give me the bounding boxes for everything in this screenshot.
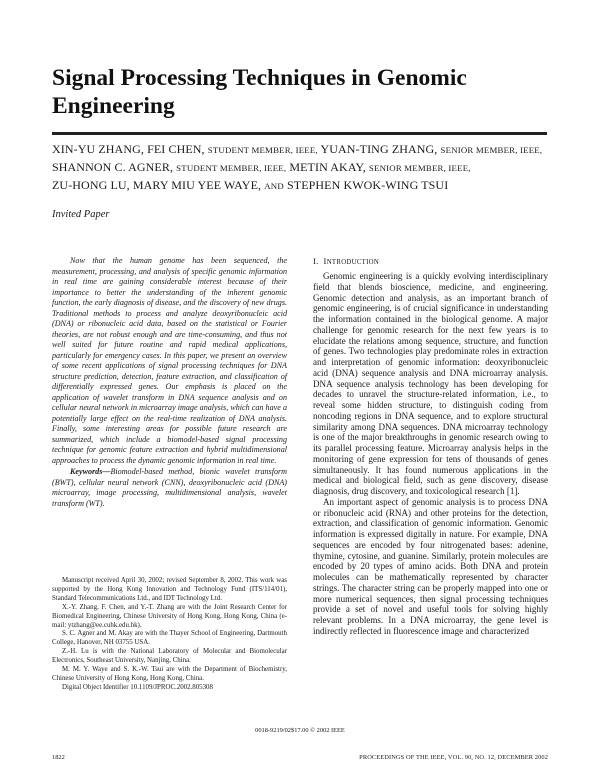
copyright: 0018-9219/02$17.00 © 2002 IEEE bbox=[255, 727, 345, 734]
footnote: Z.-H. Lu is with the National Laboratory of Molecular and Biomolecular Electronics, Southeast University, Nanjing, China. bbox=[52, 648, 287, 665]
paper-type: Invited Paper bbox=[52, 209, 110, 220]
section-initial: I bbox=[323, 256, 327, 266]
author-name: SHANNON C. AGNER, bbox=[52, 160, 174, 174]
keywords-label: Keywords— bbox=[70, 467, 111, 476]
paper-title: Signal Processing Techniques in Genomic Engineering bbox=[52, 65, 467, 119]
author-name: STEPHEN KWOK-WING TSUI bbox=[287, 178, 449, 192]
keywords bbox=[52, 467, 287, 509]
page-number: 1822 bbox=[52, 754, 65, 761]
footnote: S. C. Agner and M. Akay are with the Thayer School of Engineering, Dartmouth College, Hanover, NH 03755 USA. bbox=[52, 630, 287, 647]
body-paragraph: An important aspect of genomic analysis is to process DNA or ribonucleic acid (RNA) and other proteins for the detection, extraction, and classification of genomic information. Genomic information is expressed digitally in nature. For example, DNA sequences are encoded by four nitrogenated bases: adenine, thymine, cytosine, and guanine. Similarly, protein molecules are encoded by 20 types of amino acids. Both DNA and protein molecules can be mathematically represented by character strings. The character string can be properly mapped into one or more numerical sequences, then signal processing techniques provide a set of novel and useful tools for solving highly relevant problems. In a DNA microarray, the gene level is indirectly reflected in fluorescence image and characterized bbox=[313, 496, 548, 636]
abstract bbox=[52, 256, 287, 466]
author-list bbox=[52, 141, 552, 195]
title-rule bbox=[52, 132, 547, 135]
author-affiliation: STUDENT MEMBER, IEEE, bbox=[207, 145, 318, 155]
keywords-text: Biomodel-based method, bionic wavelet transform (BWT), cellular neural network (CNN), deoxyribonucleic acid (DNA) microarray, image processing, multidimensional analysis, wavelet transform (WT). bbox=[52, 467, 287, 508]
body-paragraph: Genomic engineering is a quickly evolving interdisciplinary field that blends bioscience, medicine, and engineering. Genomic detection and analysis, as an important branch of genomic engineering, is of crucial significance in understanding the information contained in the biological genome. A major challenge for genomic research for the next few years is to elucidate the relations among sequence, structure, and function of genes. Two technologies play predominate roles in extraction and interpretation of genomic information: deoxyribonucleic acid (DNA) sequence analysis and DNA microarray analysis. DNA sequence analysis technology has been developing for decades to unravel the structure-related information, i.e., to reveal some hidden structure, to distinguish coding from noncoding regions in DNA sequence, and to explore structural similarity among DNA sequences. DNA microarray technology is one of the major breakthroughs in genomic research owing to its parallel processing feature. Microarray analysis helps in the monitoring of gene expression for tens of thousands of genes simultaneously. It has found numerous applications in the medical and biological field, such as gene discovery, disease diagnosis, drug discovery, and toxicological research [1]. bbox=[313, 271, 548, 496]
author-name: FEI CHEN, bbox=[147, 142, 205, 156]
author-name: YUAN-TING ZHANG, bbox=[320, 142, 438, 156]
section-heading bbox=[313, 256, 379, 266]
footnotes bbox=[52, 577, 287, 693]
footnote: Manuscript received April 30, 2002; revised September 8, 2002. This work was supported by the Hong Kong Innovation and Technology Fund (ITS/114/01), Standard Telecommunications Ltd., and IDT Technology Ltd. bbox=[52, 577, 287, 602]
author-affiliation: SENIOR MEMBER, IEEE, bbox=[368, 163, 471, 173]
footnote: M. M. Y. Waye and S. K.-W. Tsui are with the Department of Biochemistry, Chinese University of Hong Kong, Hong Kong, China. bbox=[52, 666, 287, 682]
footnote: X.-Y. Zhang, F. Chen, and Y.-T. Zhang are with the Joint Research Center for Biomedical Engineering, Chinese University of Hong Kong, Hong Kong, China (e-mail: ytzhang@ee.cuhk.edu.hk). bbox=[52, 603, 287, 629]
author-affiliation: STUDENT MEMBER, IEEE, bbox=[176, 163, 287, 173]
author-affiliation: SENIOR MEMBER, IEEE, bbox=[440, 145, 543, 155]
section-number: I. bbox=[313, 256, 319, 266]
running-footer: PROCEEDINGS OF THE IEEE, VOL. 90, NO. 12, DECEMBER 2002 bbox=[359, 754, 548, 761]
author-name: METIN AKAY, bbox=[289, 160, 366, 174]
footnote: Digital Object Identifier 10.1109/JPROC.2002.805308 bbox=[62, 683, 213, 691]
body-text bbox=[313, 271, 548, 637]
author-name: XIN-YU ZHANG, bbox=[52, 142, 144, 156]
section-title-rest: NTRODUCTION bbox=[326, 259, 380, 266]
abstract-text: Now that the human genome has been sequenced, the measurement, processing, and analysis of specific genomic information in real time are gaining considerable interest because of their importance to better the understanding of the inherent genomic function, the early diagnosis of disease, and the discovery of new drugs. Traditional methods to process and analyze deoxyribonucleic acid (DNA) or ribonucleic acid data, based on the statistical or Fourier theories, are not robust enough and are time-consuming, and thus not well suited for future routine and rapid medical applications, particularly for emergency cases. In this paper, we present an overview of some recent applications of signal processing techniques for DNA structure prediction, detection, feature extraction, and classification of differentially expressed genes. Our emphasis is placed on the application of wavelet transform in DNA sequence analysis and on cellular neural network in microarray image analysis, which can have a potentially large effect on the real-time realization of DNA analysis. Finally, some interesting areas for possible future research are summarized, which include a biomodel-based signal processing technique for genomic feature extraction and hybrid multidimensional approaches to process the dynamic genomic information in real time. bbox=[52, 256, 287, 465]
author-conjunction: AND bbox=[264, 181, 284, 191]
author-name: ZU-HONG LU, MARY MIU YEE WAYE, bbox=[52, 178, 262, 192]
